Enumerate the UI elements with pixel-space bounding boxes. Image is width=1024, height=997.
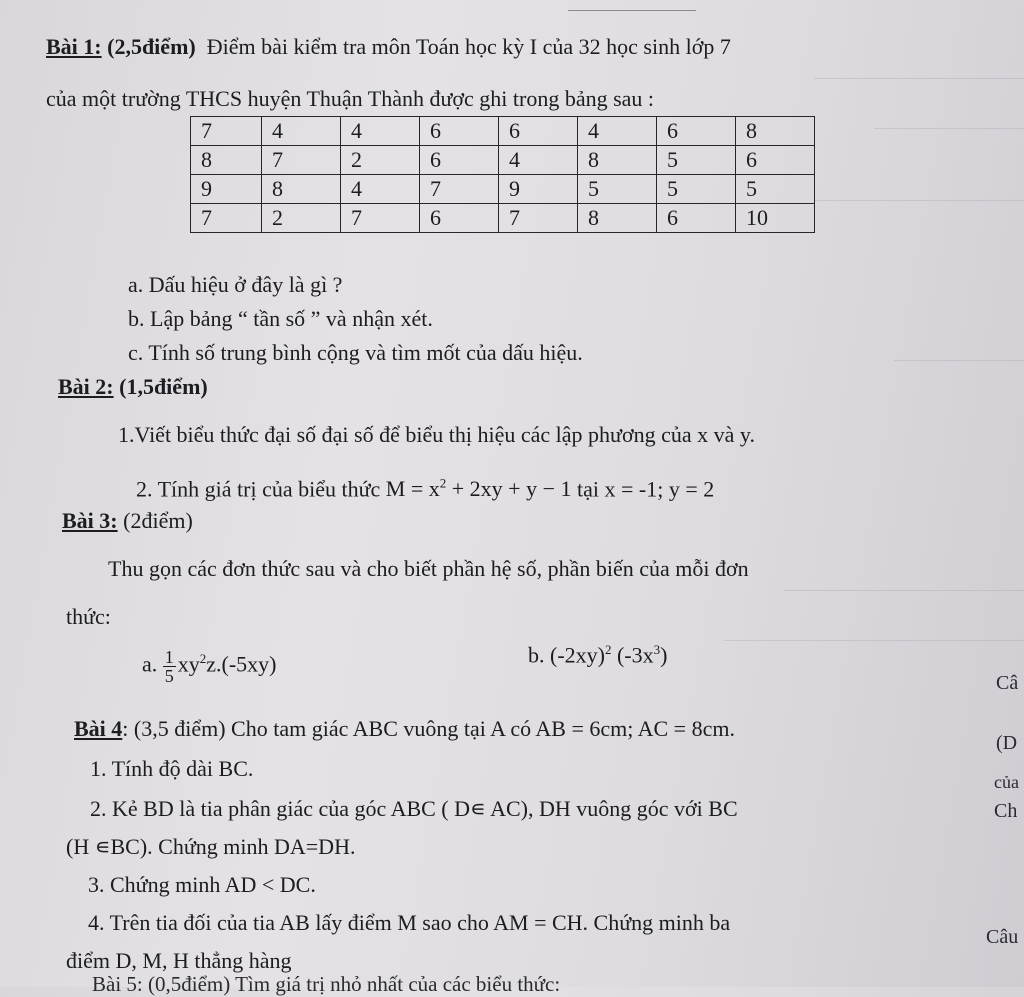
table-cell: 4 [499,146,578,175]
table-cell: 8 [578,204,657,233]
bai3-text-line2: thức: [66,604,111,629]
bai4-question-2-line2: (H ∊BC). Chứng minh DA=DH. [66,834,356,859]
table-cell: 6 [420,204,499,233]
bai1-intro-line1: Điểm bài kiểm tra môn Toán học kỳ I của 32 học sinh lớp 7 [206,34,731,59]
table-cell: 7 [191,204,262,233]
bai1-heading-line [46,34,731,60]
score-table [190,116,815,233]
table-row [191,204,815,233]
bleed-through-line [724,640,1024,641]
table-cell: 8 [578,146,657,175]
table-cell: 9 [191,175,262,204]
bai2-question-1: 1.Viết biểu thức đại số đại số để biểu thị hiệu các lập phương của x và y. [118,422,755,447]
bai2-q2-expr: $M = x^2 + 2xy + y - 1$ [385,476,572,502]
table-row [191,175,815,204]
table-cell: 6 [499,117,578,146]
bai3-heading-line [62,508,193,534]
bai5-cut-line: Bài 5: (0,5điểm) Tìm giá trị nhỏ nhất của các biểu thức: [92,972,561,996]
table-row [191,146,815,175]
bai4-question-4-line1: 4. Trên tia đối của tia AB lấy điểm M sao cho AM = CH. Chứng minh ba [88,910,731,935]
table-cell: 4 [341,175,420,204]
table-cell: 4 [262,117,341,146]
adjacent-page-text: Câu [986,926,1019,948]
bai1-question-c: c. Tính số trung bình cộng và tìm mốt của dấu hiệu. [128,340,583,365]
bai4-question-4-line2: điểm D, M, H thẳng hàng [66,948,292,973]
bai3-item-b: b. $(-2xy)^2$ $(-3x^3)$ [528,642,668,668]
bai3-a-label: a. [142,651,158,677]
table-cell: 6 [657,117,736,146]
table-cell: 8 [191,146,262,175]
bai4-question-3: 3. Chứng minh AD < DC. [88,872,316,897]
bai4-question-1: 1. Tính độ dài BC. [90,756,254,781]
bai2-heading-line [58,374,208,400]
bai2-question-2 [136,476,714,502]
top-rule [568,10,696,11]
table-cell: 2 [341,146,420,175]
table-cell: 4 [578,117,657,146]
bleed-through-line [814,200,1024,201]
table-cell: 5 [578,175,657,204]
bleed-through-line [874,128,1024,129]
bai1-title: Bài 1: [46,34,102,59]
table-cell: 7 [499,204,578,233]
adjacent-page-text: của [994,772,1019,792]
table-cell: 6 [736,146,815,175]
table-cell: 6 [420,117,499,146]
bleed-through-line [784,590,1024,591]
bai2-title: Bài 2: [58,374,114,399]
table-cell: 8 [262,175,341,204]
bai1-intro-line2: của một trường THCS huyện Thuận Thành được ghi trong bảng sau : [46,86,655,111]
adjacent-page-text: Ch [994,800,1018,822]
bai4-heading-line [74,716,735,742]
table-cell: 2 [262,204,341,233]
bleed-through-line [814,78,1024,79]
adjacent-page-text: (D [996,732,1018,754]
bai3-points: (2điểm) [123,508,193,533]
adjacent-page-text: Câ [996,672,1019,694]
table-cell: 7 [341,204,420,233]
bai4-question-2-line1: 2. Kẻ BD là tia phân giác của góc ABC ( D∊ AC), DH vuông góc với BC [90,796,738,821]
bai1-points: (2,5điểm) [107,34,196,59]
bai4-points: : (3,5 điểm) Cho tam giác ABC vuông tại A có AB = 6cm; AC = 8cm. [122,716,735,741]
bai2-q2-suffix: tại x = -1; y = 2 [577,476,715,502]
table-cell: 5 [657,146,736,175]
bleed-through-line [894,360,1024,361]
table-row [191,117,815,146]
fraction-one-fifth: $\frac{1}{5}$ [164,647,174,686]
bai2-q2-prefix: 2. Tính giá trị của biểu thức [136,476,381,502]
bai1-question-b: b. Lập bảng “ tần số ” và nhận xét. [128,306,433,331]
table-cell: 7 [191,117,262,146]
bai3-b-label: b. [528,642,545,668]
bai1-question-a: a. Dấu hiệu ở đây là gì ? [128,272,343,297]
bai3-item-a: a. $\frac{1}{5}$ $xy^2z.(-5xy)$ [142,647,277,686]
bai2-points: (1,5điểm) [119,374,208,399]
table-cell: 6 [420,146,499,175]
table-cell: 5 [736,175,815,204]
table-cell: 10 [736,204,815,233]
bai3-title: Bài 3: [62,508,118,533]
bai3-text-line1: Thu gọn các đơn thức sau và cho biết phần hệ số, phần biến của mỗi đơn [108,556,749,581]
table-cell: 8 [736,117,815,146]
table-cell: 4 [341,117,420,146]
bai4-title: Bài 4 [74,716,123,741]
table-cell: 6 [657,204,736,233]
table-cell: 5 [657,175,736,204]
table-cell: 7 [420,175,499,204]
table-cell: 7 [262,146,341,175]
table-cell: 9 [499,175,578,204]
